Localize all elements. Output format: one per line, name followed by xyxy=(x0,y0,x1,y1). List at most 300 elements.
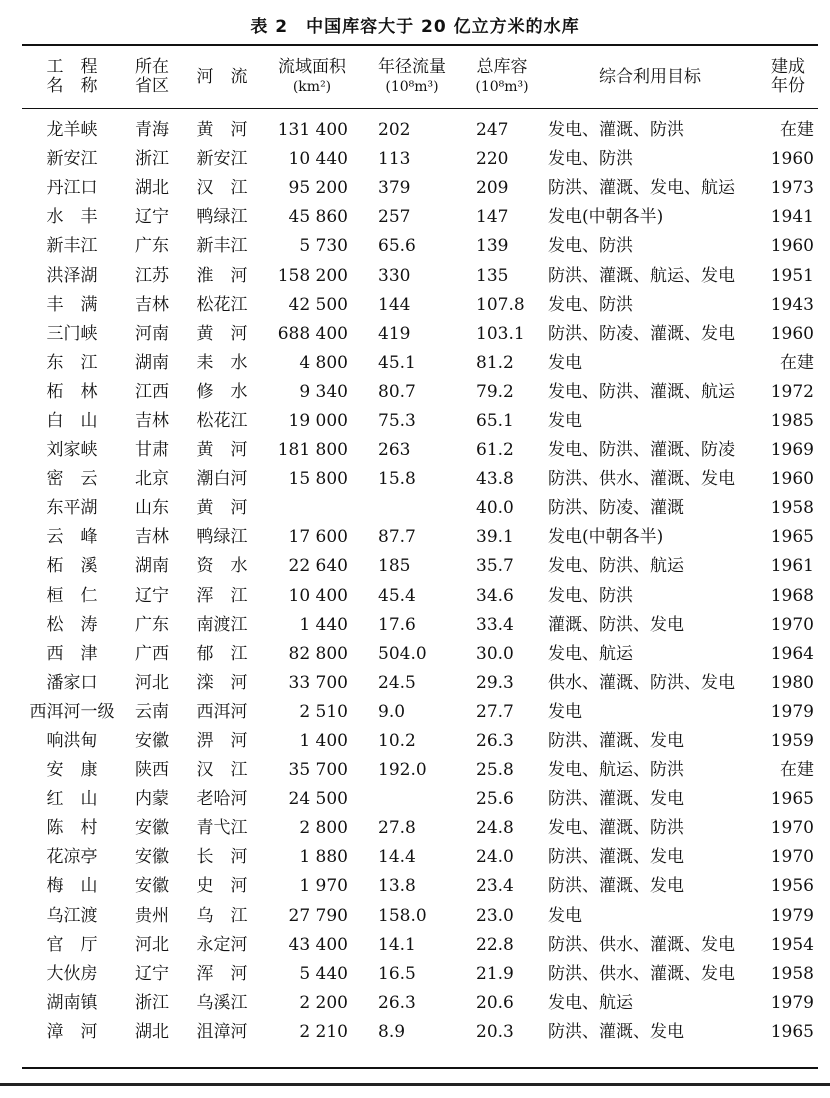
cell-capacity: 81.2 xyxy=(476,352,514,373)
cell-use: 发电、航运、防洪 xyxy=(548,760,684,781)
cell-province: 贵州 xyxy=(135,905,169,926)
cell-capacity: 43.8 xyxy=(476,469,514,490)
cell-province: 安徽 xyxy=(135,876,169,897)
cell-use: 发电、防洪、灌溉、防凌 xyxy=(548,440,735,461)
cell-use: 发电、灌溉、防洪 xyxy=(548,120,684,141)
cell-capacity: 25.8 xyxy=(476,760,514,781)
cell-capacity: 61.2 xyxy=(476,440,514,461)
cell-province: 湖北 xyxy=(135,178,169,199)
cell-name: 东平湖 xyxy=(46,498,98,519)
table-row xyxy=(22,145,818,174)
cell-province: 青海 xyxy=(135,120,169,141)
cell-area: 2 800 xyxy=(299,818,348,839)
cell-year: 在建 xyxy=(780,120,814,141)
cell-river: 资 水 xyxy=(196,556,248,577)
cell-year: 1958 xyxy=(770,498,814,519)
cell-river: 黄 河 xyxy=(196,120,248,141)
cell-name: 乌江渡 xyxy=(46,905,98,926)
cell-flow: 27.8 xyxy=(378,818,416,839)
cell-name: 龙羊峡 xyxy=(46,120,98,141)
cell-capacity: 220 xyxy=(476,149,509,170)
table-row xyxy=(22,902,818,931)
table-row xyxy=(22,872,818,901)
cell-river: 新丰江 xyxy=(196,236,248,257)
cell-flow: 10.2 xyxy=(378,731,416,752)
cell-use: 发电 xyxy=(548,701,582,722)
cell-name: 陈 村 xyxy=(46,818,98,839)
cell-flow: 87.7 xyxy=(378,527,416,548)
cell-capacity: 40.0 xyxy=(476,498,514,519)
cell-capacity: 107.8 xyxy=(476,294,525,315)
cell-name: 桓 仁 xyxy=(46,585,98,606)
cell-province: 山东 xyxy=(135,498,169,519)
cell-capacity: 20.6 xyxy=(476,992,514,1013)
table-row xyxy=(22,931,818,960)
cell-name: 新丰江 xyxy=(46,236,98,257)
cell-river: 浑 河 xyxy=(196,963,248,984)
table-row xyxy=(22,582,818,611)
cell-use: 防洪、防凌、灌溉、发电 xyxy=(548,323,735,344)
table-row xyxy=(22,232,818,261)
cell-flow xyxy=(362,785,462,814)
cell-flow: 113 xyxy=(378,149,411,170)
cell-area xyxy=(262,494,362,523)
cell-name: 大伙房 xyxy=(46,963,98,984)
cell-use: 防洪、防凌、灌溉 xyxy=(548,498,684,519)
cell-province: 甘肃 xyxy=(135,440,169,461)
cell-province: 江苏 xyxy=(135,265,169,286)
cell-area: 15 800 xyxy=(288,469,348,490)
cell-year: 1960 xyxy=(770,323,814,344)
cell-use: 发电(中朝各半) xyxy=(548,207,664,228)
cell-river: 黄 河 xyxy=(196,498,248,519)
cell-use: 发电、防洪 xyxy=(548,585,633,606)
cell-name: 漳 河 xyxy=(46,1021,98,1042)
cell-area: 35 700 xyxy=(288,760,348,781)
cell-area: 5 440 xyxy=(299,963,348,984)
cell-use: 发电 xyxy=(548,352,582,373)
cell-use: 防洪、灌溉、发电 xyxy=(548,731,684,752)
cell-capacity: 35.7 xyxy=(476,556,514,577)
cell-river: 乌 江 xyxy=(196,905,248,926)
cell-flow: 16.5 xyxy=(378,963,416,984)
cell-year: 1941 xyxy=(770,207,814,228)
cell-year: 1968 xyxy=(770,585,814,606)
cell-flow: 185 xyxy=(378,556,411,577)
table-row xyxy=(22,552,818,581)
cell-name: 官 厅 xyxy=(46,934,98,955)
cell-name: 东 江 xyxy=(46,352,98,373)
cell-year: 1972 xyxy=(770,381,814,402)
cell-year: 1980 xyxy=(770,672,814,693)
cell-area: 1 970 xyxy=(299,876,348,897)
cell-river: 淠 河 xyxy=(196,731,248,752)
cell-area: 45 860 xyxy=(288,207,348,228)
table-row xyxy=(22,465,818,494)
cell-year: 1958 xyxy=(770,963,814,984)
cell-name: 西 津 xyxy=(46,643,98,664)
table-row xyxy=(22,291,818,320)
cell-river: 青弋江 xyxy=(196,818,248,839)
cell-capacity: 29.3 xyxy=(476,672,514,693)
cell-year: 1943 xyxy=(770,294,814,315)
table-row xyxy=(22,203,818,232)
cell-capacity: 20.3 xyxy=(476,1021,514,1042)
table-row xyxy=(22,108,818,145)
cell-capacity: 23.0 xyxy=(476,905,514,926)
cell-use: 防洪、灌溉、航运、发电 xyxy=(548,265,735,286)
cell-flow: 65.6 xyxy=(378,236,416,257)
col-header-river: 河 流 xyxy=(196,66,248,87)
cell-province: 江西 xyxy=(135,381,169,402)
cell-capacity: 147 xyxy=(476,207,509,228)
cell-flow: 504.0 xyxy=(378,643,427,664)
cell-flow: 144 xyxy=(378,294,411,315)
cell-river: 汉 江 xyxy=(196,178,248,199)
cell-name: 安 康 xyxy=(46,760,98,781)
cell-year: 在建 xyxy=(780,760,814,781)
cell-province: 吉林 xyxy=(135,527,169,548)
cell-province: 广东 xyxy=(135,614,169,635)
table-title: 表 2 中国库容大于 20 亿立方米的水库 xyxy=(250,17,580,37)
cell-use: 防洪、灌溉、发电 xyxy=(548,1021,684,1042)
cell-river: 黄 河 xyxy=(196,323,248,344)
cell-use: 发电、灌溉、防洪 xyxy=(548,818,684,839)
cell-name: 新安江 xyxy=(46,149,98,170)
cell-capacity: 27.7 xyxy=(476,701,514,722)
table-row xyxy=(22,814,818,843)
cell-province: 吉林 xyxy=(135,410,169,431)
cell-name: 湖南镇 xyxy=(46,992,98,1013)
cell-area: 9 340 xyxy=(299,381,348,402)
cell-year: 1970 xyxy=(770,614,814,635)
table-row xyxy=(22,611,818,640)
cell-flow: 263 xyxy=(378,440,411,461)
cell-province: 辽宁 xyxy=(135,207,169,228)
cell-name: 水 丰 xyxy=(46,207,98,228)
table-row xyxy=(22,669,818,698)
cell-area: 2 510 xyxy=(299,701,348,722)
col-header-flow: 年径流量 (10⁸m³) xyxy=(378,56,446,95)
cell-river: 沮漳河 xyxy=(196,1021,248,1042)
cell-name: 白 山 xyxy=(46,410,98,431)
cell-area: 42 500 xyxy=(288,294,348,315)
cell-area: 27 790 xyxy=(288,905,348,926)
cell-name: 花凉亭 xyxy=(46,847,98,868)
cell-use: 发电、航运 xyxy=(548,992,633,1013)
cell-name: 红 山 xyxy=(46,789,98,810)
cell-capacity: 39.1 xyxy=(476,527,514,548)
cell-area: 2 200 xyxy=(299,992,348,1013)
cell-year: 1979 xyxy=(770,701,814,722)
cell-year: 1970 xyxy=(770,847,814,868)
cell-use: 防洪、供水、灌溉、发电 xyxy=(548,963,735,984)
cell-capacity: 25.6 xyxy=(476,789,514,810)
cell-name: 梅 山 xyxy=(46,876,98,897)
cell-river: 乌溪江 xyxy=(196,992,248,1013)
cell-province: 辽宁 xyxy=(135,963,169,984)
cell-flow xyxy=(362,494,462,523)
cell-river: 史 河 xyxy=(196,876,248,897)
bottom-rule xyxy=(22,1067,818,1069)
cell-capacity: 34.6 xyxy=(476,585,514,606)
cell-province: 吉林 xyxy=(135,294,169,315)
cell-province: 安徽 xyxy=(135,818,169,839)
cell-year: 1951 xyxy=(770,265,814,286)
cell-river: 潮白河 xyxy=(196,469,248,490)
cell-flow: 13.8 xyxy=(378,876,416,897)
cell-province: 广西 xyxy=(135,643,169,664)
cell-year: 1979 xyxy=(770,992,814,1013)
cell-flow: 330 xyxy=(378,265,411,286)
cell-name: 三门峡 xyxy=(46,323,98,344)
reservoir-table xyxy=(22,46,818,1047)
cell-province: 湖北 xyxy=(135,1021,169,1042)
cell-use: 发电、防洪 xyxy=(548,294,633,315)
cell-name: 洪泽湖 xyxy=(46,265,98,286)
cell-capacity: 24.8 xyxy=(476,818,514,839)
cell-use: 发电、防洪 xyxy=(548,236,633,257)
cell-area: 10 440 xyxy=(288,149,348,170)
cell-area: 688 400 xyxy=(277,323,348,344)
page-bottom-rule xyxy=(0,1083,830,1086)
cell-year: 1970 xyxy=(770,818,814,839)
header-row xyxy=(22,46,818,108)
cell-year: 在建 xyxy=(780,352,814,373)
cell-name: 柘 溪 xyxy=(46,556,98,577)
cell-province: 安徽 xyxy=(135,847,169,868)
cell-use: 防洪、供水、灌溉、发电 xyxy=(548,934,735,955)
cell-river: 淮 河 xyxy=(196,265,248,286)
cell-capacity: 103.1 xyxy=(476,323,525,344)
cell-name: 密 云 xyxy=(46,469,98,490)
cell-flow: 45.4 xyxy=(378,585,416,606)
cell-river: 修 水 xyxy=(196,381,248,402)
cell-year: 1964 xyxy=(770,643,814,664)
cell-province: 湖南 xyxy=(135,556,169,577)
cell-river: 汉 江 xyxy=(196,760,248,781)
cell-capacity: 30.0 xyxy=(476,643,514,664)
cell-capacity: 135 xyxy=(476,265,509,286)
cell-year: 1956 xyxy=(770,876,814,897)
cell-use: 防洪、灌溉、发电、航运 xyxy=(548,178,735,199)
col-header-year: 建成 年份 xyxy=(771,57,805,96)
cell-capacity: 24.0 xyxy=(476,847,514,868)
cell-use: 发电 xyxy=(548,905,582,926)
cell-flow: 192.0 xyxy=(378,760,427,781)
cell-province: 安徽 xyxy=(135,731,169,752)
cell-area: 33 700 xyxy=(288,672,348,693)
cell-area: 158 200 xyxy=(277,265,348,286)
cell-river: 鸭绿江 xyxy=(196,527,248,548)
cell-year: 1965 xyxy=(770,527,814,548)
cell-use: 发电 xyxy=(548,410,582,431)
cell-river: 新安江 xyxy=(196,149,248,170)
cell-name: 响洪甸 xyxy=(46,731,98,752)
table-row xyxy=(22,960,818,989)
table-row xyxy=(22,174,818,203)
cell-flow: 75.3 xyxy=(378,410,416,431)
cell-flow: 14.1 xyxy=(378,934,416,955)
cell-capacity: 23.4 xyxy=(476,876,514,897)
cell-capacity: 247 xyxy=(476,120,509,141)
cell-area: 24 500 xyxy=(288,789,348,810)
table-row xyxy=(22,407,818,436)
cell-flow: 45.1 xyxy=(378,352,416,373)
cell-year: 1954 xyxy=(770,934,814,955)
cell-year: 1965 xyxy=(770,789,814,810)
table-row xyxy=(22,261,818,290)
cell-flow: 26.3 xyxy=(378,992,416,1013)
col-header-name: 工 程 名 称 xyxy=(46,57,98,96)
cell-flow: 8.9 xyxy=(378,1021,406,1042)
cell-capacity: 65.1 xyxy=(476,410,514,431)
cell-area: 82 800 xyxy=(288,643,348,664)
cell-river: 郁 江 xyxy=(196,643,248,664)
cell-name: 柘 林 xyxy=(46,381,98,402)
cell-name: 西洱河一级 xyxy=(29,701,115,722)
table-row xyxy=(22,756,818,785)
cell-use: 供水、灌溉、防洪、发电 xyxy=(548,672,735,693)
cell-river: 永定河 xyxy=(196,934,248,955)
cell-capacity: 22.8 xyxy=(476,934,514,955)
cell-province: 湖南 xyxy=(135,352,169,373)
cell-area: 10 400 xyxy=(288,585,348,606)
table-row xyxy=(22,785,818,814)
cell-year: 1959 xyxy=(770,731,814,752)
cell-capacity: 21.9 xyxy=(476,963,514,984)
cell-year: 1985 xyxy=(770,410,814,431)
cell-area: 1 880 xyxy=(299,847,348,868)
cell-name: 刘家峡 xyxy=(46,440,98,461)
cell-area: 17 600 xyxy=(288,527,348,548)
cell-name: 松 涛 xyxy=(46,614,98,635)
cell-name: 丰 满 xyxy=(46,294,98,315)
cell-river: 浑 江 xyxy=(196,585,248,606)
cell-year: 1969 xyxy=(770,440,814,461)
table-row xyxy=(22,1018,818,1047)
cell-name: 潘家口 xyxy=(46,672,98,693)
cell-year: 1979 xyxy=(770,905,814,926)
cell-area: 22 640 xyxy=(288,556,348,577)
cell-area: 43 400 xyxy=(288,934,348,955)
cell-flow: 24.5 xyxy=(378,672,416,693)
cell-year: 1961 xyxy=(770,556,814,577)
cell-area: 5 730 xyxy=(299,236,348,257)
table-row xyxy=(22,349,818,378)
cell-province: 北京 xyxy=(135,469,169,490)
table-row xyxy=(22,989,818,1018)
cell-province: 辽宁 xyxy=(135,585,169,606)
cell-name: 云 峰 xyxy=(46,527,98,548)
cell-use: 发电、防洪、灌溉、航运 xyxy=(548,381,735,402)
cell-river: 耒 水 xyxy=(196,352,248,373)
cell-area: 2 210 xyxy=(299,1021,348,1042)
cell-river: 西洱河 xyxy=(196,701,248,722)
cell-use: 发电、防洪、航运 xyxy=(548,556,684,577)
cell-flow: 379 xyxy=(378,178,411,199)
cell-capacity: 79.2 xyxy=(476,381,514,402)
cell-province: 河北 xyxy=(135,934,169,955)
cell-flow: 9.0 xyxy=(378,701,406,722)
table-row xyxy=(22,436,818,465)
cell-area: 4 800 xyxy=(299,352,348,373)
table-row xyxy=(22,523,818,552)
cell-capacity: 26.3 xyxy=(476,731,514,752)
table-row xyxy=(22,843,818,872)
table-row xyxy=(22,698,818,727)
table-row xyxy=(22,378,818,407)
cell-province: 内蒙 xyxy=(135,789,169,810)
table-row xyxy=(22,640,818,669)
cell-river: 南渡江 xyxy=(196,614,248,635)
cell-river: 黄 河 xyxy=(196,440,248,461)
cell-name: 丹江口 xyxy=(46,178,98,199)
cell-use: 灌溉、防洪、发电 xyxy=(548,614,684,635)
cell-capacity: 33.4 xyxy=(476,614,514,635)
cell-use: 发电(中朝各半) xyxy=(548,527,664,548)
col-header-area: 流域面积 (km²) xyxy=(278,56,346,95)
cell-river: 长 河 xyxy=(196,847,248,868)
cell-province: 浙江 xyxy=(135,992,169,1013)
cell-flow: 17.6 xyxy=(378,614,416,635)
cell-flow: 14.4 xyxy=(378,847,416,868)
cell-area: 1 400 xyxy=(299,731,348,752)
cell-area: 19 000 xyxy=(288,410,348,431)
cell-river: 老哈河 xyxy=(196,789,248,810)
cell-use: 防洪、灌溉、发电 xyxy=(548,789,684,810)
cell-province: 陕西 xyxy=(135,760,169,781)
cell-province: 浙江 xyxy=(135,149,169,170)
table-row xyxy=(22,320,818,349)
cell-area: 1 440 xyxy=(299,614,348,635)
col-header-province: 所在 省区 xyxy=(135,57,169,96)
cell-area: 181 800 xyxy=(277,440,348,461)
cell-use: 防洪、供水、灌溉、发电 xyxy=(548,469,735,490)
cell-flow: 80.7 xyxy=(378,381,416,402)
col-header-capacity: 总库容 (10⁸m³) xyxy=(475,56,529,95)
cell-area: 95 200 xyxy=(288,178,348,199)
cell-flow: 202 xyxy=(378,120,411,141)
cell-province: 河南 xyxy=(135,323,169,344)
cell-flow: 158.0 xyxy=(378,905,427,926)
cell-year: 1960 xyxy=(770,149,814,170)
cell-use: 防洪、灌溉、发电 xyxy=(548,876,684,897)
cell-river: 滦 河 xyxy=(196,672,248,693)
col-header-use: 综合利用目标 xyxy=(599,66,701,87)
cell-province: 河北 xyxy=(135,672,169,693)
cell-flow: 15.8 xyxy=(378,469,416,490)
cell-year: 1973 xyxy=(770,178,814,199)
cell-year: 1960 xyxy=(770,469,814,490)
cell-capacity: 209 xyxy=(476,178,509,199)
table-row xyxy=(22,494,818,523)
cell-flow: 257 xyxy=(378,207,411,228)
cell-flow: 419 xyxy=(378,323,411,344)
cell-river: 松花江 xyxy=(196,410,248,431)
cell-year: 1965 xyxy=(770,1021,814,1042)
cell-river: 松花江 xyxy=(196,294,248,315)
cell-use: 发电、防洪 xyxy=(548,149,633,170)
table-body xyxy=(22,108,818,1047)
cell-province: 广东 xyxy=(135,236,169,257)
cell-area: 131 400 xyxy=(277,120,348,141)
cell-use: 防洪、灌溉、发电 xyxy=(548,847,684,868)
cell-river: 鸭绿江 xyxy=(196,207,248,228)
cell-capacity: 139 xyxy=(476,236,509,257)
cell-province: 云南 xyxy=(135,701,169,722)
cell-year: 1960 xyxy=(770,236,814,257)
